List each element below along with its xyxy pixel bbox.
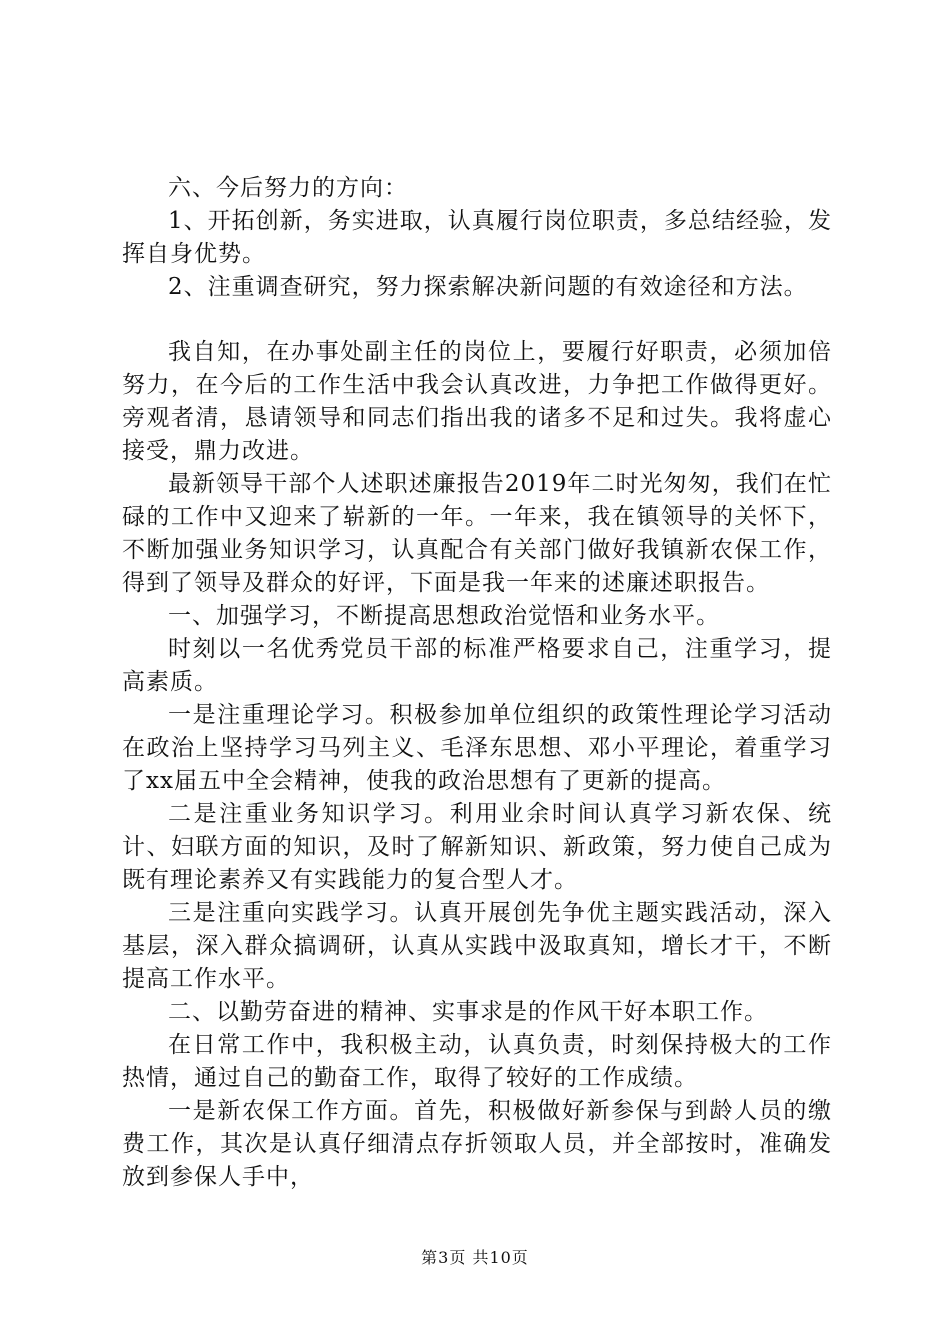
paragraph: 在日常工作中，我积极主动，认真负责，时刻保持极大的工作热情，通过自己的勤奋工作，取得了较好的工作成绩。 [122,1032,832,1091]
section-heading: 二、以勤劳奋进的精神、实事求是的作风干好本职工作。 [168,999,768,1025]
paragraph: 二是注重业务知识学习。利用业余时间认真学习新农保、统计、妇联方面的知识，及时了解新知识、新政策，努力使自己成为既有理论素养又有实践能力的复合型人才。 [122,801,832,893]
future-direction-section [122,172,832,304]
paragraph: 一是注重理论学习。积极参加单位组织的政策性理论学习活动在政治上坚持学习马列主义、毛泽东思想、邓小平理论，着重学习了xx届五中全会精神，使我的政治思想有了更新的提高。 [122,702,832,794]
paragraph: 我自知，在办事处副主任的岗位上，要履行好职责，必须加倍努力，在今后的工作生活中我会认真改进，力争把工作做得更好。旁观者清，恳请领导和同志们指出我的诸多不足和过失。我将虚心接受，鼎力改进。 [122,339,832,464]
report-body-section [122,336,832,1194]
section-heading: 一、加强学习，不断提高思想政治觉悟和业务水平。 [168,603,720,629]
paragraph: 1、开拓创新，务实进取，认真履行岗位职责，多总结经验，发挥自身优势。 [122,208,832,267]
paragraph: 一是新农保工作方面。首先，积极做好新参保与到龄人员的缴费工作，其次是认真仔细清点存折领取人员，并全部按时，准确发放到参保人手中， [122,1098,832,1190]
section-heading: 六、今后努力的方向： [168,175,408,201]
paragraph: 2、注重调查研究，努力探索解决新问题的有效途径和方法。 [168,274,808,300]
paragraph: 时刻以一名优秀党员干部的标准严格要求自己，注重学习，提高素质。 [122,636,832,695]
paragraph: 三是注重向实践学习。认真开展创先争优主题实践活动，深入基层，深入群众搞调研，认真从实践中汲取真知，增长才干，不断提高工作水平。 [122,900,832,992]
page-number-footer: 第3页 共10页 [421,1248,529,1267]
paragraph: 最新领导干部个人述职述廉报告2019年二时光匆匆，我们在忙碌的工作中又迎来了崭新的一年。一年来，我在镇领导的关怀下，不断加强业务知识学习，认真配合有关部门做好我镇新农保工作，得到了领导及群众的好评，下面是我一年来的述廉述职报告。 [122,471,832,596]
